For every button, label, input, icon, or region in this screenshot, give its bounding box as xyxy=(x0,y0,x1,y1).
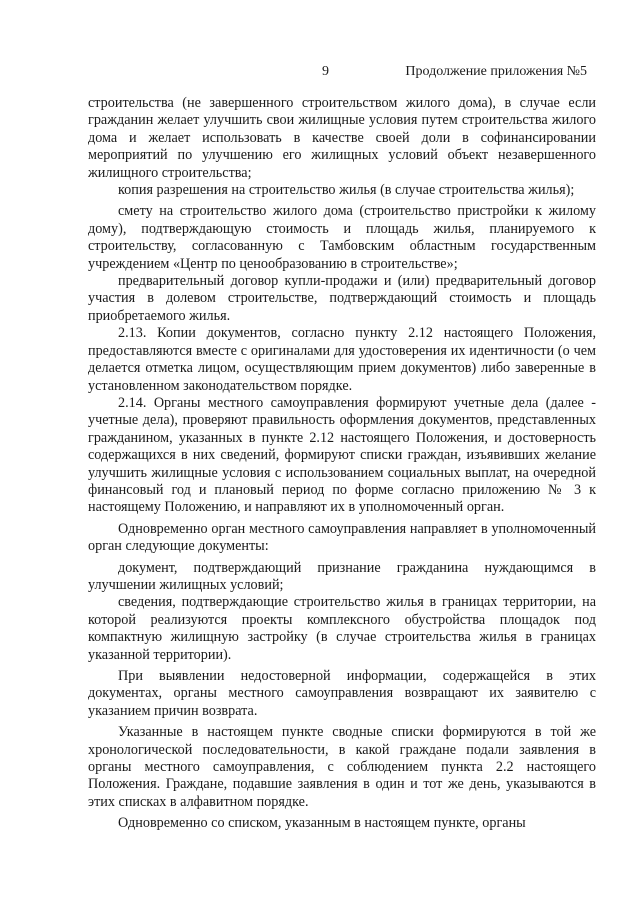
paragraph: 2.13. Копии документов, согласно пункту 2.12 настоящего Положения, предоставляются вместе с оригиналами для удостоверения их идентичности (о чем делается отметка лицом, осуществляющим прием документов) либо заверенные в установленном законодательством порядке. xyxy=(88,325,596,394)
page-header xyxy=(0,62,640,82)
document-body xyxy=(88,95,596,833)
paragraph: копия разрешения на строительство жилья (в случае строительства жилья); xyxy=(118,182,575,199)
paragraph: При выявлении недостоверной информации, содержащейся в этих документах, органы местного самоуправления возвращают их заявителю с указанием причин возврата. xyxy=(88,668,596,719)
paragraph: Одновременно орган местного самоуправления направляет в уполномоченный орган следующие документы: xyxy=(88,520,596,555)
paragraph: Одновременно со списком, указанным в настоящем пункте, органы xyxy=(118,815,526,832)
paragraph: сведения, подтверждающие строительство жилья в границах территории, на которой реализуются проекты комплексного обустройства площадок под компактную жилищную застройку (в случае строительства жилья в границах указанной территории). xyxy=(88,594,596,663)
paragraph: Указанные в настоящем пункте сводные списки формируются в той же хронологической последовательности, в какой граждане подали заявления в органы местного самоуправления, с соблюдением пункта 2.2 настоящего Положения. Граждане, подавшие заявления в один и тот же день, указываются в этих списках в алфавитном порядке. xyxy=(88,724,596,810)
paragraph: 2.14. Органы местного самоуправления формируют учетные дела (далее - учетные дела), проверяют правильность оформления документов, представленных гражданином, указанных в пункте 2.12 настоящего Положения, и достоверность содержащихся в них сведений, формируют списки граждан, изъявивших желание улучшить жилищные условия с использованием социальных выплат, на очередной финансовый год и плановый период по форме согласно приложению № 3 к настоящему Положению, и направляют их в уполномоченный орган. xyxy=(88,394,596,516)
paragraph: строительства (не завершенного строительством жилого дома), в случае если гражданин желает улучшить свои жилищные условия путем строительства жилого дома и желает использовать в качестве своей доли в софинансировании мероприятий по улучшению его жилищных условий объект незавершенного жилищного строительства; xyxy=(88,95,596,181)
appendix-continuation-note: Продолжение приложения №5 xyxy=(405,64,587,79)
page-number: 9 xyxy=(322,64,329,79)
paragraph: смету на строительство жилого дома (строительство пристройки к жилому дому), подтверждающую стоимость и площадь жилья, планируемого к строительству, согласованную с Тамбовским областным государственным учреждением «Центр по ценообразованию в строительстве»; xyxy=(88,203,596,272)
paragraph: документ, подтверждающий признание гражданина нуждающимся в улучшении жилищных условий; xyxy=(88,559,596,593)
paragraph: предварительный договор купли-продажи и (или) предварительный договор участия в долевом строительстве, подтверждающий стоимость и площадь приобретаемого жилья. xyxy=(88,273,596,324)
